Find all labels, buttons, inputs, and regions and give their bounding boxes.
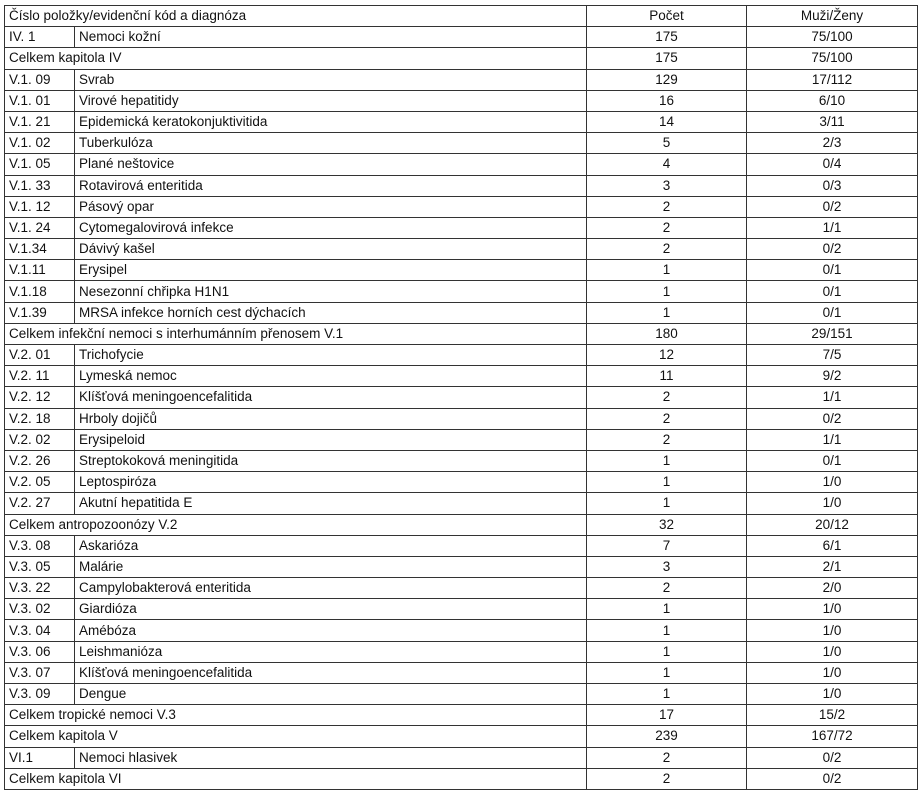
count-cell: 32 xyxy=(587,514,747,535)
men-women-cell: 0/2 xyxy=(747,196,918,217)
item-code: V.1.18 xyxy=(5,281,75,302)
table-row xyxy=(5,133,918,154)
total-label: Celkem tropické nemoci V.3 xyxy=(5,705,587,726)
item-code: V.1. 09 xyxy=(5,69,75,90)
item-code: V.2. 26 xyxy=(5,450,75,471)
men-women-cell: 9/2 xyxy=(747,366,918,387)
table-row xyxy=(5,429,918,450)
table-row xyxy=(5,684,918,705)
men-women-cell: 2/1 xyxy=(747,556,918,577)
diagnosis-name: Dengue xyxy=(75,684,587,705)
count-cell: 1 xyxy=(587,302,747,323)
men-women-cell: 0/2 xyxy=(747,768,918,789)
men-women-cell: 1/0 xyxy=(747,493,918,514)
table-header-row xyxy=(5,6,918,27)
count-cell: 175 xyxy=(587,27,747,48)
men-women-cell: 1/0 xyxy=(747,684,918,705)
diagnosis-name: Giardióza xyxy=(75,599,587,620)
diagnosis-name: Akutní hepatitida E xyxy=(75,493,587,514)
diagnosis-name: Malárie xyxy=(75,556,587,577)
men-women-cell: 75/100 xyxy=(747,48,918,69)
table-row xyxy=(5,599,918,620)
diagnosis-name: Amébóza xyxy=(75,620,587,641)
total-label: Celkem kapitola IV xyxy=(5,48,587,69)
count-cell: 1 xyxy=(587,450,747,471)
men-women-cell: 15/2 xyxy=(747,705,918,726)
count-cell: 2 xyxy=(587,768,747,789)
table-row xyxy=(5,387,918,408)
table-total-row xyxy=(5,705,918,726)
count-cell: 14 xyxy=(587,111,747,132)
table-row xyxy=(5,578,918,599)
diagnosis-name: Trichofycie xyxy=(75,345,587,366)
count-cell: 11 xyxy=(587,366,747,387)
count-cell: 1 xyxy=(587,641,747,662)
table-row xyxy=(5,366,918,387)
diagnosis-name: Askarióza xyxy=(75,535,587,556)
count-cell: 3 xyxy=(587,175,747,196)
table-row xyxy=(5,239,918,260)
item-code: V.2. 02 xyxy=(5,429,75,450)
count-cell: 1 xyxy=(587,620,747,641)
count-cell: 239 xyxy=(587,726,747,747)
table-total-row xyxy=(5,768,918,789)
count-cell: 1 xyxy=(587,281,747,302)
diagnosis-name: Nemoci kožní xyxy=(75,27,587,48)
item-code: VI.1 xyxy=(5,747,75,768)
item-code: V.1. 21 xyxy=(5,111,75,132)
table-row xyxy=(5,90,918,111)
diagnosis-name: Streptokoková meningitida xyxy=(75,450,587,471)
count-cell: 12 xyxy=(587,345,747,366)
men-women-cell: 0/3 xyxy=(747,175,918,196)
men-women-cell: 0/2 xyxy=(747,408,918,429)
men-women-cell: 1/0 xyxy=(747,662,918,683)
men-women-cell: 2/3 xyxy=(747,133,918,154)
diagnosis-name: Leptospiróza xyxy=(75,472,587,493)
diagnosis-name: Lymeská nemoc xyxy=(75,366,587,387)
diagnosis-name: Nemoci hlasivek xyxy=(75,747,587,768)
diagnosis-name: Erysipel xyxy=(75,260,587,281)
item-code: V.2. 12 xyxy=(5,387,75,408)
men-women-cell: 0/1 xyxy=(747,260,918,281)
diagnosis-name: Nesezonní chřipka H1N1 xyxy=(75,281,587,302)
table-row xyxy=(5,302,918,323)
header-item: Číslo položky/evidenční kód a diagnóza xyxy=(5,6,587,27)
diagnosis-name: Epidemická keratokonjuktivitida xyxy=(75,111,587,132)
table-total-row xyxy=(5,726,918,747)
men-women-cell: 1/0 xyxy=(747,599,918,620)
men-women-cell: 1/0 xyxy=(747,620,918,641)
count-cell: 1 xyxy=(587,260,747,281)
table-row xyxy=(5,535,918,556)
count-cell: 2 xyxy=(587,429,747,450)
diagnosis-name: Tuberkulóza xyxy=(75,133,587,154)
diagnosis-name: Klíšťová meningoencefalitida xyxy=(75,387,587,408)
men-women-cell: 0/1 xyxy=(747,302,918,323)
item-code: V.3. 04 xyxy=(5,620,75,641)
diagnosis-name: Virové hepatitidy xyxy=(75,90,587,111)
table-body xyxy=(5,27,918,790)
diagnosis-name: Leishmanióza xyxy=(75,641,587,662)
men-women-cell: 6/10 xyxy=(747,90,918,111)
item-code: V.1.39 xyxy=(5,302,75,323)
item-code: V.1. 33 xyxy=(5,175,75,196)
count-cell: 180 xyxy=(587,323,747,344)
count-cell: 1 xyxy=(587,684,747,705)
count-cell: 2 xyxy=(587,217,747,238)
men-women-cell: 0/2 xyxy=(747,239,918,260)
men-women-cell: 0/4 xyxy=(747,154,918,175)
item-code: V.3. 05 xyxy=(5,556,75,577)
item-code: V.3. 09 xyxy=(5,684,75,705)
total-label: Celkem infekční nemoci s interhumánním přenosem V.1 xyxy=(5,323,587,344)
table-row xyxy=(5,345,918,366)
count-cell: 2 xyxy=(587,408,747,429)
diagnosis-table xyxy=(4,5,918,790)
count-cell: 16 xyxy=(587,90,747,111)
table-row xyxy=(5,27,918,48)
item-code: V.3. 07 xyxy=(5,662,75,683)
item-code: V.1. 24 xyxy=(5,217,75,238)
diagnosis-name: Cytomegalovirová infekce xyxy=(75,217,587,238)
item-code: V.1. 02 xyxy=(5,133,75,154)
header-men-women: Muži/Ženy xyxy=(747,6,918,27)
count-cell: 17 xyxy=(587,705,747,726)
count-cell: 3 xyxy=(587,556,747,577)
count-cell: 129 xyxy=(587,69,747,90)
table-total-row xyxy=(5,514,918,535)
total-label: Celkem kapitola VI xyxy=(5,768,587,789)
table-row xyxy=(5,556,918,577)
men-women-cell: 29/151 xyxy=(747,323,918,344)
item-code: IV. 1 xyxy=(5,27,75,48)
item-code: V.3. 08 xyxy=(5,535,75,556)
table-row xyxy=(5,175,918,196)
item-code: V.2. 18 xyxy=(5,408,75,429)
men-women-cell: 1/0 xyxy=(747,472,918,493)
men-women-cell: 1/1 xyxy=(747,429,918,450)
table-row xyxy=(5,260,918,281)
diagnosis-name: Campylobakterová enteritida xyxy=(75,578,587,599)
diagnosis-name: Plané neštovice xyxy=(75,154,587,175)
count-cell: 1 xyxy=(587,662,747,683)
table-total-row xyxy=(5,48,918,69)
item-code: V.1. 12 xyxy=(5,196,75,217)
men-women-cell: 1/0 xyxy=(747,641,918,662)
diagnosis-name: Klíšťová meningoencefalitida xyxy=(75,662,587,683)
diagnosis-name: Svrab xyxy=(75,69,587,90)
men-women-cell: 167/72 xyxy=(747,726,918,747)
men-women-cell: 1/1 xyxy=(747,217,918,238)
men-women-cell: 20/12 xyxy=(747,514,918,535)
count-cell: 1 xyxy=(587,493,747,514)
item-code: V.2. 11 xyxy=(5,366,75,387)
diagnosis-name: Dávivý kašel xyxy=(75,239,587,260)
diagnosis-name: Pásový opar xyxy=(75,196,587,217)
count-cell: 4 xyxy=(587,154,747,175)
table-row xyxy=(5,493,918,514)
count-cell: 7 xyxy=(587,535,747,556)
table-row xyxy=(5,662,918,683)
table-row xyxy=(5,196,918,217)
men-women-cell: 75/100 xyxy=(747,27,918,48)
item-code: V.1.34 xyxy=(5,239,75,260)
item-code: V.1. 05 xyxy=(5,154,75,175)
table-row xyxy=(5,450,918,471)
count-cell: 1 xyxy=(587,472,747,493)
table-row xyxy=(5,154,918,175)
item-code: V.3. 02 xyxy=(5,599,75,620)
table-total-row xyxy=(5,323,918,344)
men-women-cell: 0/2 xyxy=(747,747,918,768)
men-women-cell: 0/1 xyxy=(747,281,918,302)
men-women-cell: 0/1 xyxy=(747,450,918,471)
table-row xyxy=(5,281,918,302)
diagnosis-name: MRSA infekce horních cest dýchacích xyxy=(75,302,587,323)
count-cell: 2 xyxy=(587,239,747,260)
count-cell: 5 xyxy=(587,133,747,154)
diagnosis-name: Erysipeloid xyxy=(75,429,587,450)
count-cell: 1 xyxy=(587,599,747,620)
item-code: V.1. 01 xyxy=(5,90,75,111)
item-code: V.2. 01 xyxy=(5,345,75,366)
diagnosis-name: Rotavirová enteritida xyxy=(75,175,587,196)
men-women-cell: 2/0 xyxy=(747,578,918,599)
item-code: V.1.11 xyxy=(5,260,75,281)
men-women-cell: 17/112 xyxy=(747,69,918,90)
count-cell: 2 xyxy=(587,578,747,599)
item-code: V.3. 06 xyxy=(5,641,75,662)
count-cell: 2 xyxy=(587,196,747,217)
men-women-cell: 3/11 xyxy=(747,111,918,132)
men-women-cell: 7/5 xyxy=(747,345,918,366)
table-row xyxy=(5,620,918,641)
table-row xyxy=(5,641,918,662)
men-women-cell: 6/1 xyxy=(747,535,918,556)
table-row xyxy=(5,217,918,238)
total-label: Celkem kapitola V xyxy=(5,726,587,747)
table-row xyxy=(5,472,918,493)
item-code: V.2. 27 xyxy=(5,493,75,514)
count-cell: 2 xyxy=(587,387,747,408)
table-row xyxy=(5,747,918,768)
men-women-cell: 1/1 xyxy=(747,387,918,408)
table-row xyxy=(5,408,918,429)
table-row xyxy=(5,111,918,132)
diagnosis-name: Hrboly dojičů xyxy=(75,408,587,429)
header-count: Počet xyxy=(587,6,747,27)
total-label: Celkem antropozoonózy V.2 xyxy=(5,514,587,535)
count-cell: 175 xyxy=(587,48,747,69)
item-code: V.2. 05 xyxy=(5,472,75,493)
table-row xyxy=(5,69,918,90)
count-cell: 2 xyxy=(587,747,747,768)
item-code: V.3. 22 xyxy=(5,578,75,599)
